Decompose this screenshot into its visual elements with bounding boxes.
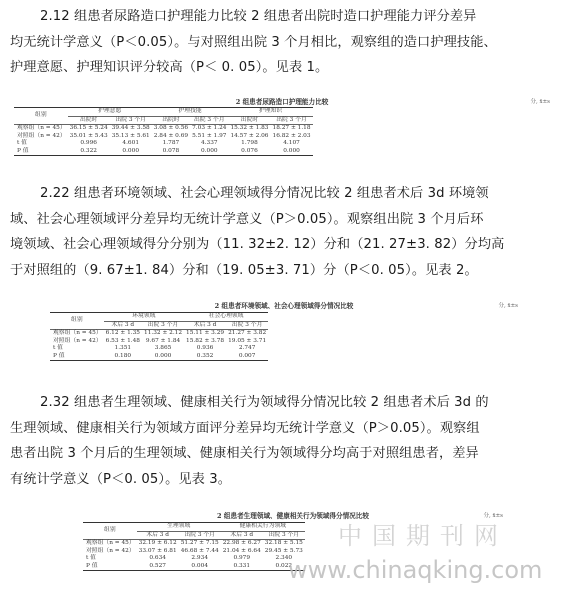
row-label: 观察组（n = 45） bbox=[17, 125, 66, 131]
group-header: 健康相关行为领域 bbox=[221, 523, 305, 532]
table-3-unit: 分, x̄±s bbox=[483, 513, 503, 519]
table-row bbox=[14, 140, 313, 148]
table-cell: 2.934 bbox=[191, 555, 209, 561]
paragraph-3-line-4: 有统计学意义（P＜0. 05）。见表 3。 bbox=[10, 471, 232, 487]
table-cell: 0.007 bbox=[226, 353, 268, 361]
table-cell: 0.180 bbox=[104, 353, 142, 361]
paragraph-2 bbox=[10, 181, 558, 283]
column-header: 术后 3 d bbox=[104, 321, 142, 330]
table-cell: 14.57 ± 2.06 bbox=[230, 132, 269, 139]
table-cell: 36.15 ± 5.24 bbox=[69, 125, 108, 131]
paragraph-3 bbox=[10, 390, 558, 492]
row-label: 对照组（n = 42） bbox=[86, 547, 135, 554]
watermark-url: www.chinaqking.com bbox=[288, 556, 543, 584]
column-header: 出院 3 个月 bbox=[263, 531, 305, 540]
paragraph-1-line-3: 护理意愿、护理知识评分较高（P＜ 0. 05）。见表 1。 bbox=[10, 60, 329, 75]
column-header: 出院 3 个月 bbox=[190, 116, 228, 125]
table-cell: 0.634 bbox=[149, 555, 166, 561]
column-header: 术后 3 d bbox=[137, 531, 179, 540]
paragraph-1 bbox=[10, 4, 558, 81]
table-row bbox=[83, 540, 305, 548]
table-cell: 4.107 bbox=[283, 140, 300, 146]
table-3-grid bbox=[83, 522, 305, 571]
column-header: 出院 3 个月 bbox=[142, 321, 184, 330]
row-label: P 值 bbox=[83, 563, 137, 571]
table-cell: 0.004 bbox=[179, 563, 221, 571]
paragraph-1-line-1: 2.12 组患者尿路造口护理能力比较 2 组患者出院时造口护理能力评分差异 bbox=[40, 9, 477, 24]
table-cell: 0.936 bbox=[196, 345, 214, 351]
table-cell: 32.19 ± 6.12 bbox=[138, 540, 177, 546]
table-row bbox=[83, 548, 305, 556]
table-cell: 6.53 ± 1.48 bbox=[105, 337, 140, 344]
row-label: 对照组（n = 42） bbox=[53, 337, 102, 344]
group-header: 护理技能 bbox=[152, 108, 229, 117]
table-2 bbox=[46, 296, 522, 374]
row-header: 组别 bbox=[83, 523, 137, 540]
table-cell: 0.078 bbox=[152, 148, 190, 156]
table-cell: 0.979 bbox=[233, 555, 251, 561]
table-1 bbox=[10, 93, 554, 161]
table-cell: 1.351 bbox=[114, 345, 132, 351]
paragraph-2-line-1: 2.22 组患者环境领域、社会心理领域得分情况比较 2 组患者术后 3d 环境领 bbox=[40, 186, 489, 201]
column-header: 术后 3 d bbox=[184, 321, 226, 330]
table-cell: 0.000 bbox=[110, 148, 152, 156]
table-1-title: 2 组患者尿路造口护理能力比较 bbox=[235, 98, 329, 106]
row-label: t 值 bbox=[53, 345, 63, 351]
row-label: t 值 bbox=[17, 140, 27, 146]
table-cell: 0.000 bbox=[142, 353, 184, 361]
table-cell: 0.000 bbox=[271, 148, 313, 156]
table-row bbox=[83, 563, 305, 571]
table-row bbox=[14, 125, 313, 133]
table-cell: 4.601 bbox=[122, 140, 140, 146]
row-label: 对照组（n = 42） bbox=[17, 132, 66, 139]
table-cell: 5.51 ± 1.97 bbox=[192, 132, 227, 139]
row-header: 组别 bbox=[14, 108, 68, 125]
group-header: 社会心理领域 bbox=[184, 313, 268, 322]
table-row bbox=[14, 133, 313, 141]
table-cell: 33.07 ± 6.81 bbox=[138, 547, 177, 554]
group-header: 护理意愿 bbox=[68, 108, 152, 117]
paragraph-3-line-1: 2.32 组患者生理领域、健康相关行为领域得分情况比较 2 组患者术后 3d 的 bbox=[40, 395, 489, 410]
paragraph-2-line-4: 于对照组的（9. 67±1. 84）分和（19. 05±3. 71）分（P＜0. 05）。见表 2。 bbox=[10, 262, 478, 278]
table-cell: 16.82 ± 2.03 bbox=[272, 132, 311, 139]
table-cell: 29.45 ± 5.73 bbox=[264, 547, 303, 554]
watermark-logo-text: 中国期刊网 bbox=[338, 522, 508, 550]
table-row bbox=[50, 353, 268, 361]
paragraph-2-line-3: 境领域、社会心理领域得分分别为（11. 32±2. 12）分和（21. 27±3. 82）分均高 bbox=[10, 237, 505, 252]
group-header: 环境领域 bbox=[104, 313, 184, 322]
table-cell: 0.022 bbox=[263, 563, 305, 571]
table-cell: 18.27 ± 1.18 bbox=[272, 125, 311, 131]
table-cell: 15.11 ± 3.29 bbox=[186, 330, 225, 336]
table-cell: 4.337 bbox=[200, 140, 218, 146]
table-cell: 35.13 ± 5.61 bbox=[111, 132, 150, 139]
column-header: 出院 3 个月 bbox=[226, 321, 268, 330]
table-row bbox=[83, 555, 305, 563]
column-header: 出院时 bbox=[68, 116, 110, 125]
table-cell: 1.787 bbox=[162, 140, 180, 146]
column-header: 出院 3 个月 bbox=[271, 116, 313, 125]
table-cell: 32.18 ± 5.15 bbox=[264, 540, 303, 546]
table-row bbox=[14, 148, 313, 156]
table-cell: 51.27 ± 7.15 bbox=[180, 540, 219, 546]
table-cell: 0.331 bbox=[221, 563, 263, 571]
table-cell: 11.32 ± 2.12 bbox=[144, 330, 183, 336]
table-1-grid bbox=[14, 107, 313, 156]
table-cell: 19.05 ± 3.71 bbox=[228, 337, 267, 344]
table-2-unit: 分, x̄±s bbox=[498, 303, 518, 309]
column-header: 出院 3 个月 bbox=[179, 531, 221, 540]
table-cell: 2.747 bbox=[238, 345, 256, 351]
table-cell: 0.527 bbox=[137, 563, 179, 571]
table-cell: 0.352 bbox=[184, 353, 226, 361]
row-label: 观察组（n = 45） bbox=[53, 330, 102, 336]
table-cell: 39.44 ± 3.58 bbox=[111, 125, 150, 131]
table-cell: 9.67 ± 1.84 bbox=[145, 337, 181, 344]
row-label: 观察组（n = 45） bbox=[86, 540, 135, 546]
table-cell: 21.04 ± 6.64 bbox=[222, 547, 261, 554]
table-cell: 46.68 ± 7.44 bbox=[180, 547, 219, 554]
table-cell: 3.08 ± 0.56 bbox=[153, 125, 189, 131]
column-header: 出院 3 个月 bbox=[110, 116, 152, 125]
table-2-title: 2 组患者环境领域、社会心理领域得分情况比较 bbox=[214, 302, 354, 310]
column-header: 出院时 bbox=[228, 116, 270, 125]
table-cell: 0.000 bbox=[190, 148, 228, 156]
paragraph-2-line-2: 域、社会心理领域评分差异均无统计学意义（P＞0.05）。观察组出院 3 个月后环 bbox=[10, 211, 484, 227]
table-cell: 7.03 ± 1.24 bbox=[192, 125, 227, 131]
table-cell: 0.996 bbox=[80, 140, 97, 146]
table-1-unit: 分, x̄±s bbox=[530, 99, 550, 105]
table-3-title: 2 组患者生理领域、健康相关行为领域得分情况比较 bbox=[217, 512, 369, 520]
column-header: 术后 3 d bbox=[221, 531, 263, 540]
paragraph-3-line-3: 患者出院 3 个月后的生理领域、健康相关行为领域得分均高于对照组患者，差异 bbox=[10, 446, 479, 461]
group-header: 生理领域 bbox=[137, 523, 221, 532]
group-header: 护理知识 bbox=[228, 108, 312, 117]
paragraph-1-line-2: 均无统计学意义（P＜0.05）。与对照组出院 3 个月相比，观察组的造口护理技能、 bbox=[10, 34, 497, 50]
row-label: P 值 bbox=[50, 353, 104, 361]
table-cell: 2.340 bbox=[275, 555, 293, 561]
table-cell: 6.12 ± 1.35 bbox=[105, 330, 140, 336]
table-row bbox=[50, 330, 268, 338]
table-row bbox=[50, 338, 268, 346]
row-label: P 值 bbox=[14, 148, 68, 156]
column-header: 出院时 bbox=[152, 116, 190, 125]
table-cell: 15.32 ± 1.83 bbox=[230, 125, 269, 131]
table-cell: 22.98 ± 6.27 bbox=[222, 540, 261, 546]
table-cell: 1.798 bbox=[241, 140, 258, 146]
table-row bbox=[50, 345, 268, 353]
table-cell: 15.82 ± 3.78 bbox=[186, 337, 225, 344]
paragraph-3-line-2: 生理领域、健康相关行为领域方面评分差异均无统计学意义（P＞0.05）。观察组 bbox=[10, 420, 480, 436]
table-cell: 0.076 bbox=[228, 148, 270, 156]
table-cell: 3.865 bbox=[154, 345, 172, 351]
table-2-grid bbox=[50, 312, 268, 361]
row-label: t 值 bbox=[86, 555, 96, 561]
table-cell: 21.27 ± 3.82 bbox=[228, 330, 267, 336]
row-header: 组别 bbox=[50, 313, 104, 330]
table-cell: 2.84 ± 0.69 bbox=[153, 132, 189, 139]
table-cell: 0.322 bbox=[68, 148, 110, 156]
table-cell: 35.01 ± 5.43 bbox=[69, 132, 108, 139]
